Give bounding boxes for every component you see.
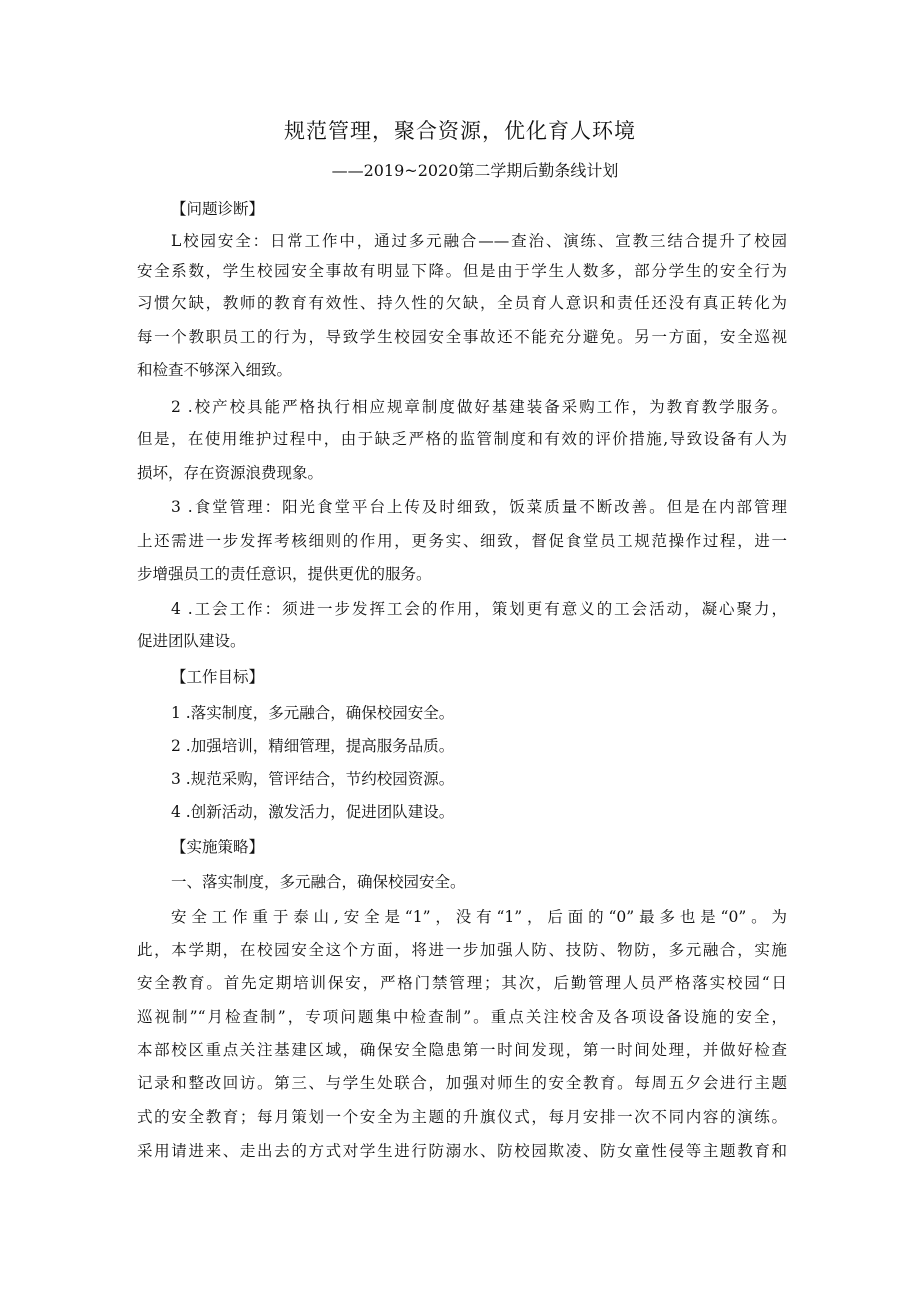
paragraph-line: 安全教育。首先定期培训保安，严格门禁管理；其次，后勤管理人员严格落实校园“日 [137,974,787,992]
paragraph-line: 和检查不够深入细致。 [137,361,293,379]
section-heading: 【问题诊断】 [171,200,265,218]
paragraph-line: 采用请进来、走出去的方式对学生进行防溺水、防校园欺凌、防女童性侵等主题教育和 [137,1142,787,1160]
paragraph-line: 但是，在使用维护过程中，由于缺乏严格的监管制度和有效的评价措施,导致设备有人为 [137,430,787,448]
paragraph-line: 4 .创新活动，激发活力，促进团队建设。 [171,803,455,821]
paragraph-line: 促进团队建设。 [137,632,246,650]
paragraph-line: 2 .校产校具能严格执行相应规章制度做好基建装备采购工作，为教育教学服务。 [171,398,787,416]
paragraph-line: 每一个教职员工的行为，导致学生校园安全事故还不能充分避免。另一方面，安全巡视 [137,328,787,346]
paragraph-line: 4 .工会工作：须进一步发挥工会的作用，策划更有意义的工会活动，凝心聚力， [171,600,787,618]
paragraph-line: 步增强员工的责任意识，提供更优的服务。 [137,565,432,583]
section-heading: 【工作目标】 [171,668,265,686]
paragraph-line: 3 .食堂管理：阳光食堂平台上传及时细致，饭菜质量不断改善。但是在内部管理 [171,498,787,516]
paragraph-line: 3 .规范采购，管评结合，节约校园资源。 [171,770,455,788]
paragraph-line: 一、落实制度，多元融合，确保校园安全。 [171,873,466,891]
paragraph-line: 安全工作重于泰山,安全是“1”，没有“1”，后面的“0”最多也是“0”。为 [171,908,787,926]
paragraph-line: 1 .落实制度，多元融合，确保校园安全。 [171,704,455,722]
paragraph-line: 损坏，存在资源浪费现象。 [137,464,324,482]
section-heading: 【实施策略】 [171,838,265,856]
paragraph-line: 式的安全教育；每月策划一个安全为主题的升旗仪式，每月安排一次不同内容的演练。 [137,1108,787,1126]
paragraph-line: 2 .加强培训，精细管理，提高服务品质。 [171,737,455,755]
paragraph-line: 巡视制”“月检查制”，专项问题集中检查制”。重点关注校舍及各项设备设施的安全， [137,1008,787,1026]
paragraph-line: 本部校区重点关注基建区域，确保安全隐患第一时间发现，第一时间处理，并做好检查 [137,1041,787,1059]
document-title: 规范管理，聚合资源，优化育人环境 [284,119,636,143]
paragraph-line: 此，本学期，在校园安全这个方面，将进一步加强人防、技防、物防，多元融合，实施 [137,941,787,959]
document-subtitle: ——2019~2020第二学期后勤条线计划 [331,161,619,180]
paragraph-line: 习惯欠缺，教师的教育有效性、持久性的欠缺，全员育人意识和责任还没有真正转化为 [137,294,787,312]
paragraph-line: 上还需进一步发挥考核细则的作用，更务实、细致，督促食堂员工规范操作过程，进一 [137,532,787,550]
paragraph-line: 记录和整改回访。第三、与学生处联合，加强对师生的安全教育。每周五夕会进行主题 [137,1074,787,1092]
paragraph-line: 安全系数，学生校园安全事故有明显下降。但是由于学生人数多，部分学生的安全行为 [137,262,787,280]
paragraph-line: L校园安全：日常工作中，通过多元融合——查治、演练、宣教三结合提升了校园 [171,232,787,250]
